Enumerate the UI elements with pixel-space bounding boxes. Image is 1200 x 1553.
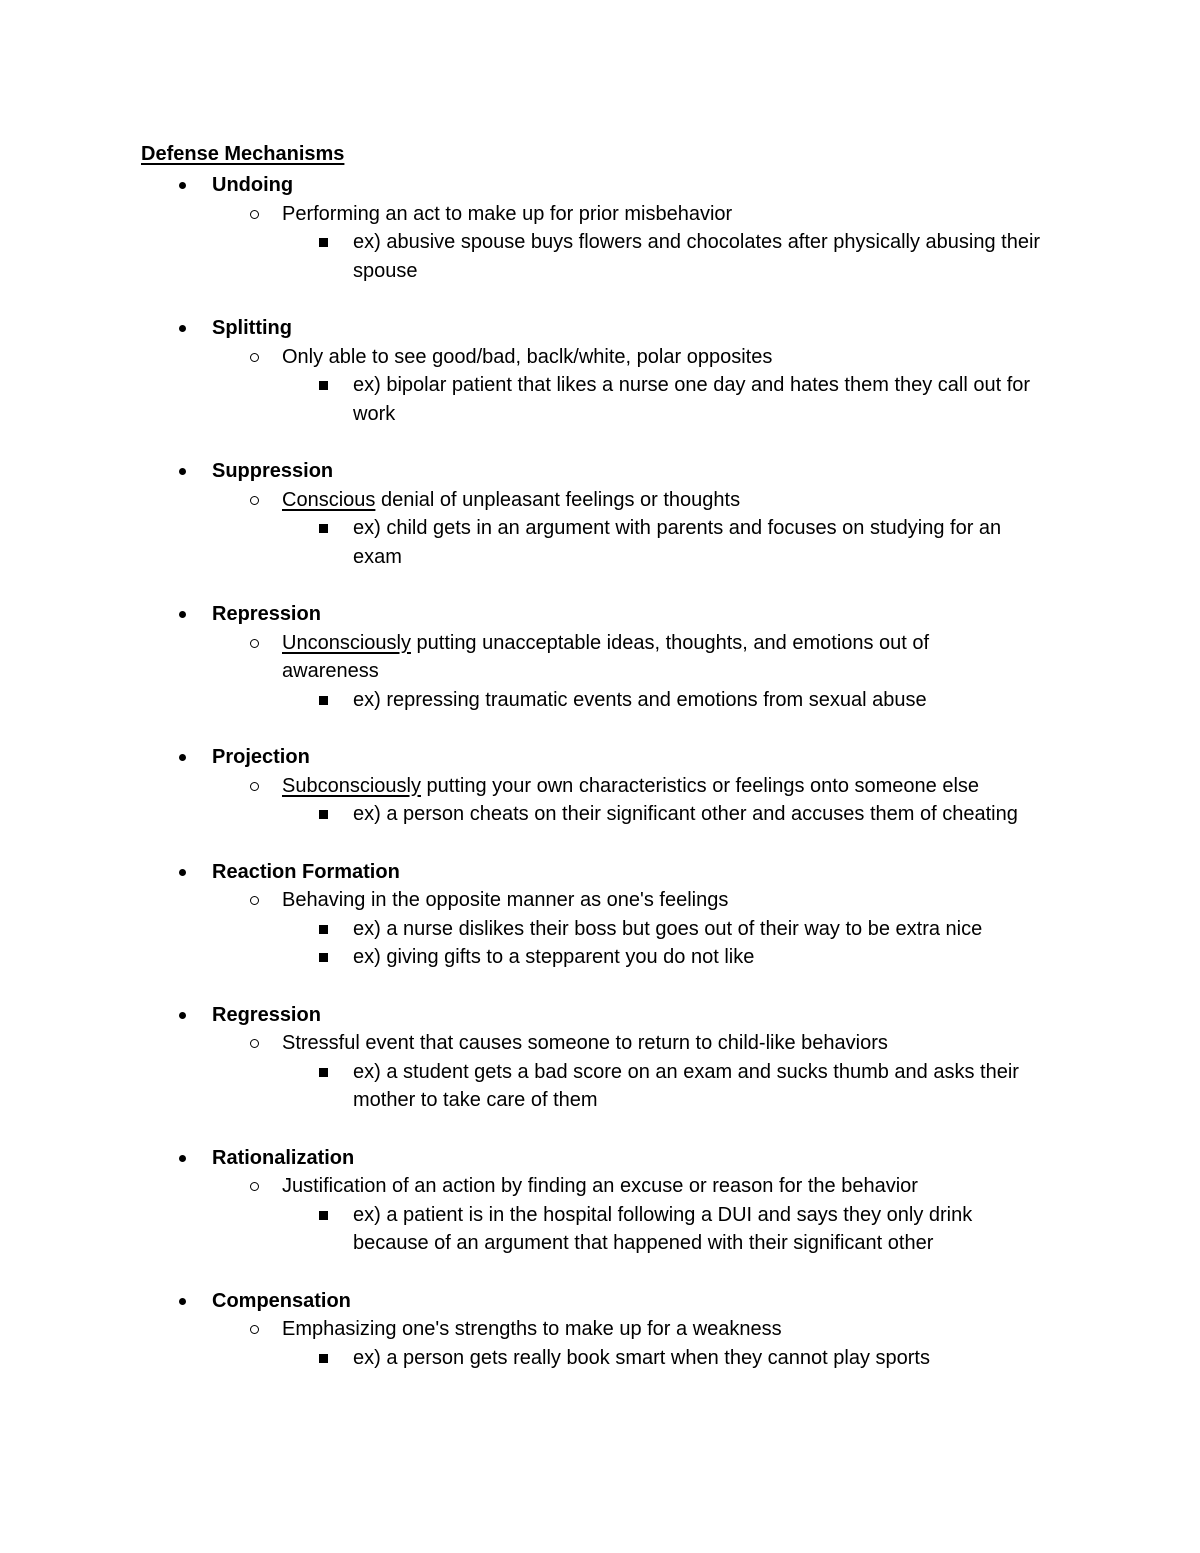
example-item bbox=[0, 514, 1053, 571]
definition-text: Performing an act to make up for prior misbehavior bbox=[282, 202, 733, 225]
mechanism-definition bbox=[0, 486, 1022, 515]
definition-text: denial of unpleasant feelings or thoughts bbox=[375, 488, 741, 511]
mechanism-definition bbox=[0, 886, 1022, 915]
example-text: ex) child gets in an argument with parents and focuses on studying for an exam bbox=[353, 517, 1002, 568]
mechanism-definition bbox=[0, 200, 1022, 229]
square-bullet-icon bbox=[319, 238, 328, 247]
example-text: ex) giving gifts to a stepparent you do not like bbox=[353, 946, 755, 968]
example-item bbox=[0, 228, 1053, 285]
example-text: ex) bipolar patient that likes a nurse one day and hates them they call out for work bbox=[353, 374, 1031, 425]
example-text: ex) repressing traumatic events and emotions from sexual abuse bbox=[353, 688, 927, 711]
mechanism-definition bbox=[0, 1172, 1022, 1201]
example-item bbox=[0, 915, 1053, 944]
mechanism-definition bbox=[0, 1029, 1022, 1058]
mechanism-rationalization bbox=[0, 1144, 1200, 1258]
mechanism-name: Repression bbox=[212, 603, 321, 625]
square-bullet-icon bbox=[319, 1068, 328, 1077]
mechanism-name: Projection bbox=[212, 746, 310, 768]
definition-emphasis: Unconsciously bbox=[282, 631, 411, 654]
circle-bullet-icon bbox=[250, 896, 259, 905]
mechanism-splitting bbox=[0, 314, 1200, 428]
mechanism-name: Undoing bbox=[212, 174, 294, 196]
example-item bbox=[0, 1058, 1053, 1115]
mechanism-name: Splitting bbox=[212, 317, 292, 339]
circle-bullet-icon bbox=[250, 639, 259, 648]
example-text: ex) a person gets really book smart when they cannot play sports bbox=[353, 1346, 930, 1369]
circle-bullet-icon bbox=[250, 1182, 259, 1191]
definition-text: putting your own characteristics or feelings onto someone else bbox=[420, 774, 980, 797]
disc-bullet-icon bbox=[179, 1012, 186, 1019]
example-text: ex) a nurse dislikes their boss but goes out of their way to be extra nice bbox=[353, 917, 983, 940]
mechanism-name: Compensation bbox=[212, 1289, 351, 1312]
document-title: Defense Mechanisms bbox=[141, 143, 345, 165]
disc-bullet-icon bbox=[179, 325, 186, 332]
square-bullet-icon bbox=[319, 810, 328, 819]
mechanism-compensation bbox=[0, 1287, 1200, 1373]
mechanism-name: Rationalization bbox=[212, 1146, 355, 1169]
disc-bullet-icon bbox=[179, 754, 186, 761]
mechanism-regression bbox=[0, 1001, 1200, 1115]
definition-emphasis: Conscious bbox=[282, 488, 376, 511]
square-bullet-icon bbox=[319, 1211, 328, 1220]
example-item bbox=[0, 1201, 1053, 1258]
mechanism-projection bbox=[0, 743, 1200, 829]
square-bullet-icon bbox=[319, 381, 328, 390]
example-text: ex) abusive spouse buys flowers and chocolates after physically abusing their spouse bbox=[353, 231, 1041, 282]
example-item bbox=[0, 1344, 1053, 1373]
mechanism-undoing bbox=[0, 171, 1200, 285]
circle-bullet-icon bbox=[250, 1039, 259, 1048]
mechanism-name: Reaction Formation bbox=[212, 860, 400, 883]
example-item bbox=[0, 943, 1053, 972]
square-bullet-icon bbox=[319, 953, 328, 962]
square-bullet-icon bbox=[319, 1354, 328, 1363]
mechanisms-list bbox=[0, 171, 1200, 1401]
mechanism-definition bbox=[0, 1315, 1022, 1344]
definition-text: Behaving in the opposite manner as one's feelings bbox=[282, 889, 729, 911]
example-item bbox=[0, 800, 1053, 829]
square-bullet-icon bbox=[319, 696, 328, 705]
circle-bullet-icon bbox=[250, 353, 259, 362]
circle-bullet-icon bbox=[250, 1325, 259, 1334]
disc-bullet-icon bbox=[179, 1155, 186, 1162]
example-item bbox=[0, 371, 1053, 428]
definition-text: Stressful event that causes someone to return to child-like behaviors bbox=[282, 1032, 888, 1054]
disc-bullet-icon bbox=[179, 611, 186, 618]
definition-text: Only able to see good/bad, baclk/white, polar opposites bbox=[282, 345, 773, 368]
example-text: ex) a patient is in the hospital following a DUI and says they only drink because of an argument that happened with their significant other bbox=[353, 1203, 973, 1254]
disc-bullet-icon bbox=[179, 1298, 186, 1305]
mechanism-name: Suppression bbox=[212, 460, 334, 482]
example-text: ex) a student gets a bad score on an exam and sucks thumb and asks their mother to take care of them bbox=[353, 1060, 1019, 1111]
mechanism-suppression bbox=[0, 457, 1200, 571]
mechanism-repression bbox=[0, 600, 1200, 714]
mechanism-reaction-formation bbox=[0, 858, 1200, 972]
example-text: ex) a person cheats on their significant other and accuses them of cheating bbox=[353, 803, 1018, 825]
mechanism-definition bbox=[0, 629, 1022, 686]
disc-bullet-icon bbox=[179, 182, 186, 189]
disc-bullet-icon bbox=[179, 869, 186, 876]
mechanism-name: Regression bbox=[212, 1003, 321, 1026]
definition-text: Justification of an action by finding an excuse or reason for the behavior bbox=[282, 1175, 918, 1197]
mechanism-definition bbox=[0, 343, 1022, 372]
example-item bbox=[0, 686, 1053, 715]
disc-bullet-icon bbox=[179, 468, 186, 475]
circle-bullet-icon bbox=[250, 782, 259, 791]
square-bullet-icon bbox=[319, 925, 328, 934]
square-bullet-icon bbox=[319, 524, 328, 533]
circle-bullet-icon bbox=[250, 496, 259, 505]
circle-bullet-icon bbox=[250, 210, 259, 219]
definition-text: putting unacceptable ideas, thoughts, and emotions out of awareness bbox=[282, 631, 930, 682]
definition-text: Emphasizing one's strengths to make up for a weakness bbox=[282, 1318, 782, 1340]
mechanism-definition bbox=[0, 772, 1022, 801]
definition-emphasis: Subconsciously bbox=[282, 774, 421, 797]
